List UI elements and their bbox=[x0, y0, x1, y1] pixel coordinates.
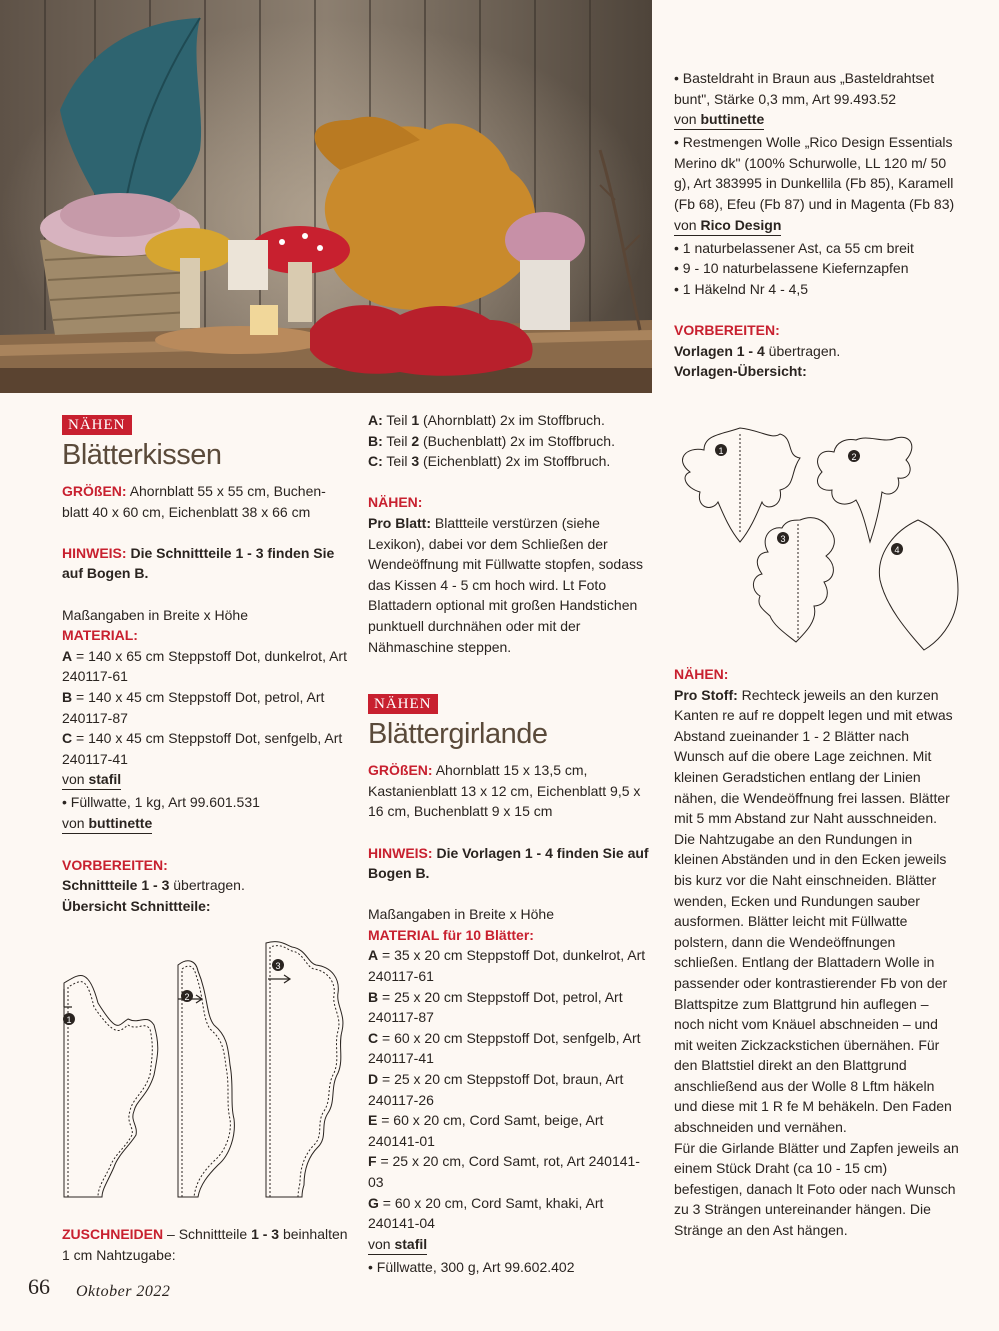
material-item: D = 25 x 20 cm Steppstoff Dot, braun, Art 240117-26 bbox=[368, 1071, 624, 1108]
hinweis: HINWEIS: Die Vorlagen 1 - 4 finden Sie auf Bogen B. bbox=[368, 844, 649, 882]
naehen-text: Pro Blatt: Blattteile verstürzen (siehe Lexikon), dabei vor dem Schließen der Wendeöffnung mit Füllwatte stopfen, sodass das Kissen 4 - 5 cm hoch wird. Lt Foto Blattadern optional mit großen Handstichen punktuell durchnähen oder mit der Nähmaschine steppen. bbox=[368, 514, 643, 655]
vorbereiten-label: VORBEREITEN: bbox=[674, 321, 780, 338]
groessen: GRÖßEN: Ahornblatt 55 x 55 cm, Buchen-blatt 40 x 60 cm, Eichenblatt 38 x 66 cm bbox=[62, 483, 326, 520]
massangaben: Maßangaben in Breite x Höhe bbox=[368, 906, 554, 923]
section-tag: NÄHEN bbox=[62, 415, 132, 435]
material-item: C = 60 x 20 cm Steppstoff Dot, senfgelb, Art 240117-41 bbox=[368, 1029, 641, 1067]
material-item: B = 140 x 45 cm Steppstoff Dot, petrol, Art 240117-87 bbox=[62, 688, 325, 726]
column-middle bbox=[368, 410, 653, 1277]
material-label: MATERIAL: bbox=[62, 627, 138, 644]
vorbereiten-text: Vorlagen 1 - 4 übertragen. bbox=[674, 342, 841, 359]
material-list bbox=[368, 945, 653, 1233]
material-label: MATERIAL für 10 Blätter: bbox=[368, 926, 534, 943]
diagram-number: 2 bbox=[851, 452, 857, 462]
supplier-link[interactable]: stafil bbox=[394, 1235, 428, 1252]
supplier-link[interactable]: buttinette bbox=[700, 111, 765, 128]
supplier-line: von Rico Design bbox=[674, 215, 964, 236]
naehen-text: Pro Stoff: Rechteck jeweils an den kurzen Kanten re auf re doppelt legen und mit etwas Abstand zueinander 1 - 2 Blätter nach Wunsch auf die obere Lage zeichnen. Mit kleinen Geradstichen entlang der Linien nähen, die Wendeöffnung frei lassen. Blätter mit 5 mm Abstand zur Naht ausschneiden. Die Nahtzugabe an den Rundungen in kleinen Abständen und in den Ecken jeweils bis kurz vor die Naht einschneiden. Blätter wenden, Ecken und Rundungen sauber ausformen. Blätter leicht mit Füllwatte polstern, dann die Wendeöffnungen schließen. Entlang der Blattadern Wolle in passender oder kontrastierender Fb von der Blattspitze zum Blattgrund hin auflegen – noch nicht vom Knäuel abschneiden – und mit weiten Zickzackstichen übernähen. Für den Blattstiel direkt an den Blattgrund anschließend aus der Wolle 8 Lftm häkeln und diese mit 1 R fe M behäkeln. Den Faden abschneiden und vernähen. bbox=[674, 686, 953, 1136]
column-right bbox=[674, 68, 964, 382]
final-text: Für die Girlande Blätter und Zapfen jeweils an einem Stück Draht (ca 10 - 15 cm) befestigen, danach lt Foto oder nach Wunsch zu 3 Strängen untereinander hängen. Die Stränge an den Ast hängen. bbox=[674, 1139, 959, 1239]
supplier-link[interactable]: stafil bbox=[88, 771, 122, 788]
diagram-number: 2 bbox=[184, 992, 190, 1002]
section-title: Blätterkissen bbox=[62, 439, 222, 471]
material-item: A = 140 x 65 cm Steppstoff Dot, dunkelrot, Art 240117-61 bbox=[62, 647, 347, 685]
massangaben: Maßangaben in Breite x Höhe bbox=[62, 606, 248, 623]
extra-item: • 1 Häkelnd Nr 4 - 4,5 bbox=[674, 279, 964, 300]
material-item: C = 140 x 45 cm Steppstoff Dot, senfgelb, Art 240117-41 bbox=[62, 730, 343, 767]
material-item: F = 25 x 20 cm, Cord Samt, rot, Art 240141-03 bbox=[368, 1153, 640, 1190]
issue-date: Oktober 2022 bbox=[76, 1283, 171, 1300]
part-line: A: Teil 1 (Ahornblatt) 2x im Stoffbruch. bbox=[368, 412, 605, 428]
uebersicht-label: Vorlagen-Übersicht: bbox=[674, 363, 807, 380]
naehen-label: NÄHEN: bbox=[368, 494, 423, 511]
diagram-number: 4 bbox=[894, 545, 900, 555]
section-tag: NÄHEN bbox=[368, 694, 438, 714]
supplier-line: von stafil bbox=[368, 1234, 653, 1255]
supplier-line: von stafil bbox=[62, 769, 347, 790]
section-title: Blättergirlande bbox=[368, 718, 548, 751]
material-item: • Restmengen Wolle „Rico Design Essentials Merino dk" (100% Schurwolle, LL 120 m/ 50 g), Art 383995 in Dunkellila (Fb 85), Karamell (Fb 68), Efeu (Fb 87) und in Magenta (Fb 83) bbox=[674, 132, 964, 214]
page-number: 66 bbox=[28, 1274, 50, 1299]
vorbereiten-label: VORBEREITEN: bbox=[62, 856, 168, 873]
templates-diagram bbox=[670, 420, 965, 655]
fuellwatte-item: • Füllwatte, 300 g, Art 99.602.402 bbox=[368, 1257, 653, 1278]
vorbereiten-text: Schnittteile 1 - 3 übertragen. bbox=[62, 877, 245, 894]
groessen: GRÖßEN: Ahornblatt 15 x 13,5 cm, Kastanienblatt 13 x 12 cm, Eichenblatt 9,5 x 16 cm, Buchenblatt 9 x 15 cm bbox=[368, 762, 641, 820]
extra-item: • 9 - 10 naturbelassene Kiefernzapfen bbox=[674, 258, 964, 279]
pattern-pieces-diagram bbox=[58, 935, 348, 1203]
diagram-number: 1 bbox=[66, 1015, 72, 1025]
hinweis: HINWEIS: Die Schnittteile 1 - 3 finden Sie auf Bogen B. bbox=[62, 544, 335, 582]
naehen-label: NÄHEN: bbox=[674, 666, 729, 682]
diagram-number: 3 bbox=[275, 961, 281, 971]
fuellwatte-item: • Füllwatte, 1 kg, Art 99.601.531 bbox=[62, 792, 347, 813]
uebersicht-label: Übersicht Schnittteile: bbox=[62, 897, 211, 914]
zuschneiden: ZUSCHNEIDEN – Schnittteile 1 - 3 beinhalten 1 cm Nahtzugabe: bbox=[62, 1226, 348, 1263]
diagram-number: 3 bbox=[780, 534, 786, 544]
diagram-number: 1 bbox=[718, 446, 724, 456]
supplier-link[interactable]: buttinette bbox=[88, 814, 153, 831]
supplier-line: von buttinette bbox=[674, 109, 964, 130]
material-list bbox=[62, 646, 347, 770]
product-photo bbox=[0, 0, 652, 393]
material-item: A = 35 x 20 cm Steppstoff Dot, dunkelrot, Art 240117-61 bbox=[368, 947, 646, 985]
material-item: • Basteldraht in Braun aus „Basteldrahtset bunt", Stärke 0,3 mm, Art 99.493.52 bbox=[674, 68, 964, 109]
material-item: E = 60 x 20 cm, Cord Samt, beige, Art 240141-01 bbox=[368, 1112, 604, 1149]
extra-item: • 1 naturbelassener Ast, ca 55 cm breit bbox=[674, 238, 964, 259]
girlande-naehen bbox=[674, 664, 959, 1241]
supplier-link[interactable]: Rico Design bbox=[700, 216, 782, 233]
part-line: C: Teil 3 (Eichenblatt) 2x im Stoffbruch. bbox=[368, 453, 611, 470]
part-line: B: Teil 2 (Buchenblatt) 2x im Stoffbruch. bbox=[368, 432, 615, 449]
supplier-line: von buttinette bbox=[62, 813, 347, 834]
material-item: G = 60 x 20 cm, Cord Samt, khaki, Art 240141-04 bbox=[368, 1194, 604, 1232]
column-kissen bbox=[62, 414, 347, 916]
material-item: B = 25 x 20 cm Steppstoff Dot, petrol, Art 240117-87 bbox=[368, 988, 623, 1026]
